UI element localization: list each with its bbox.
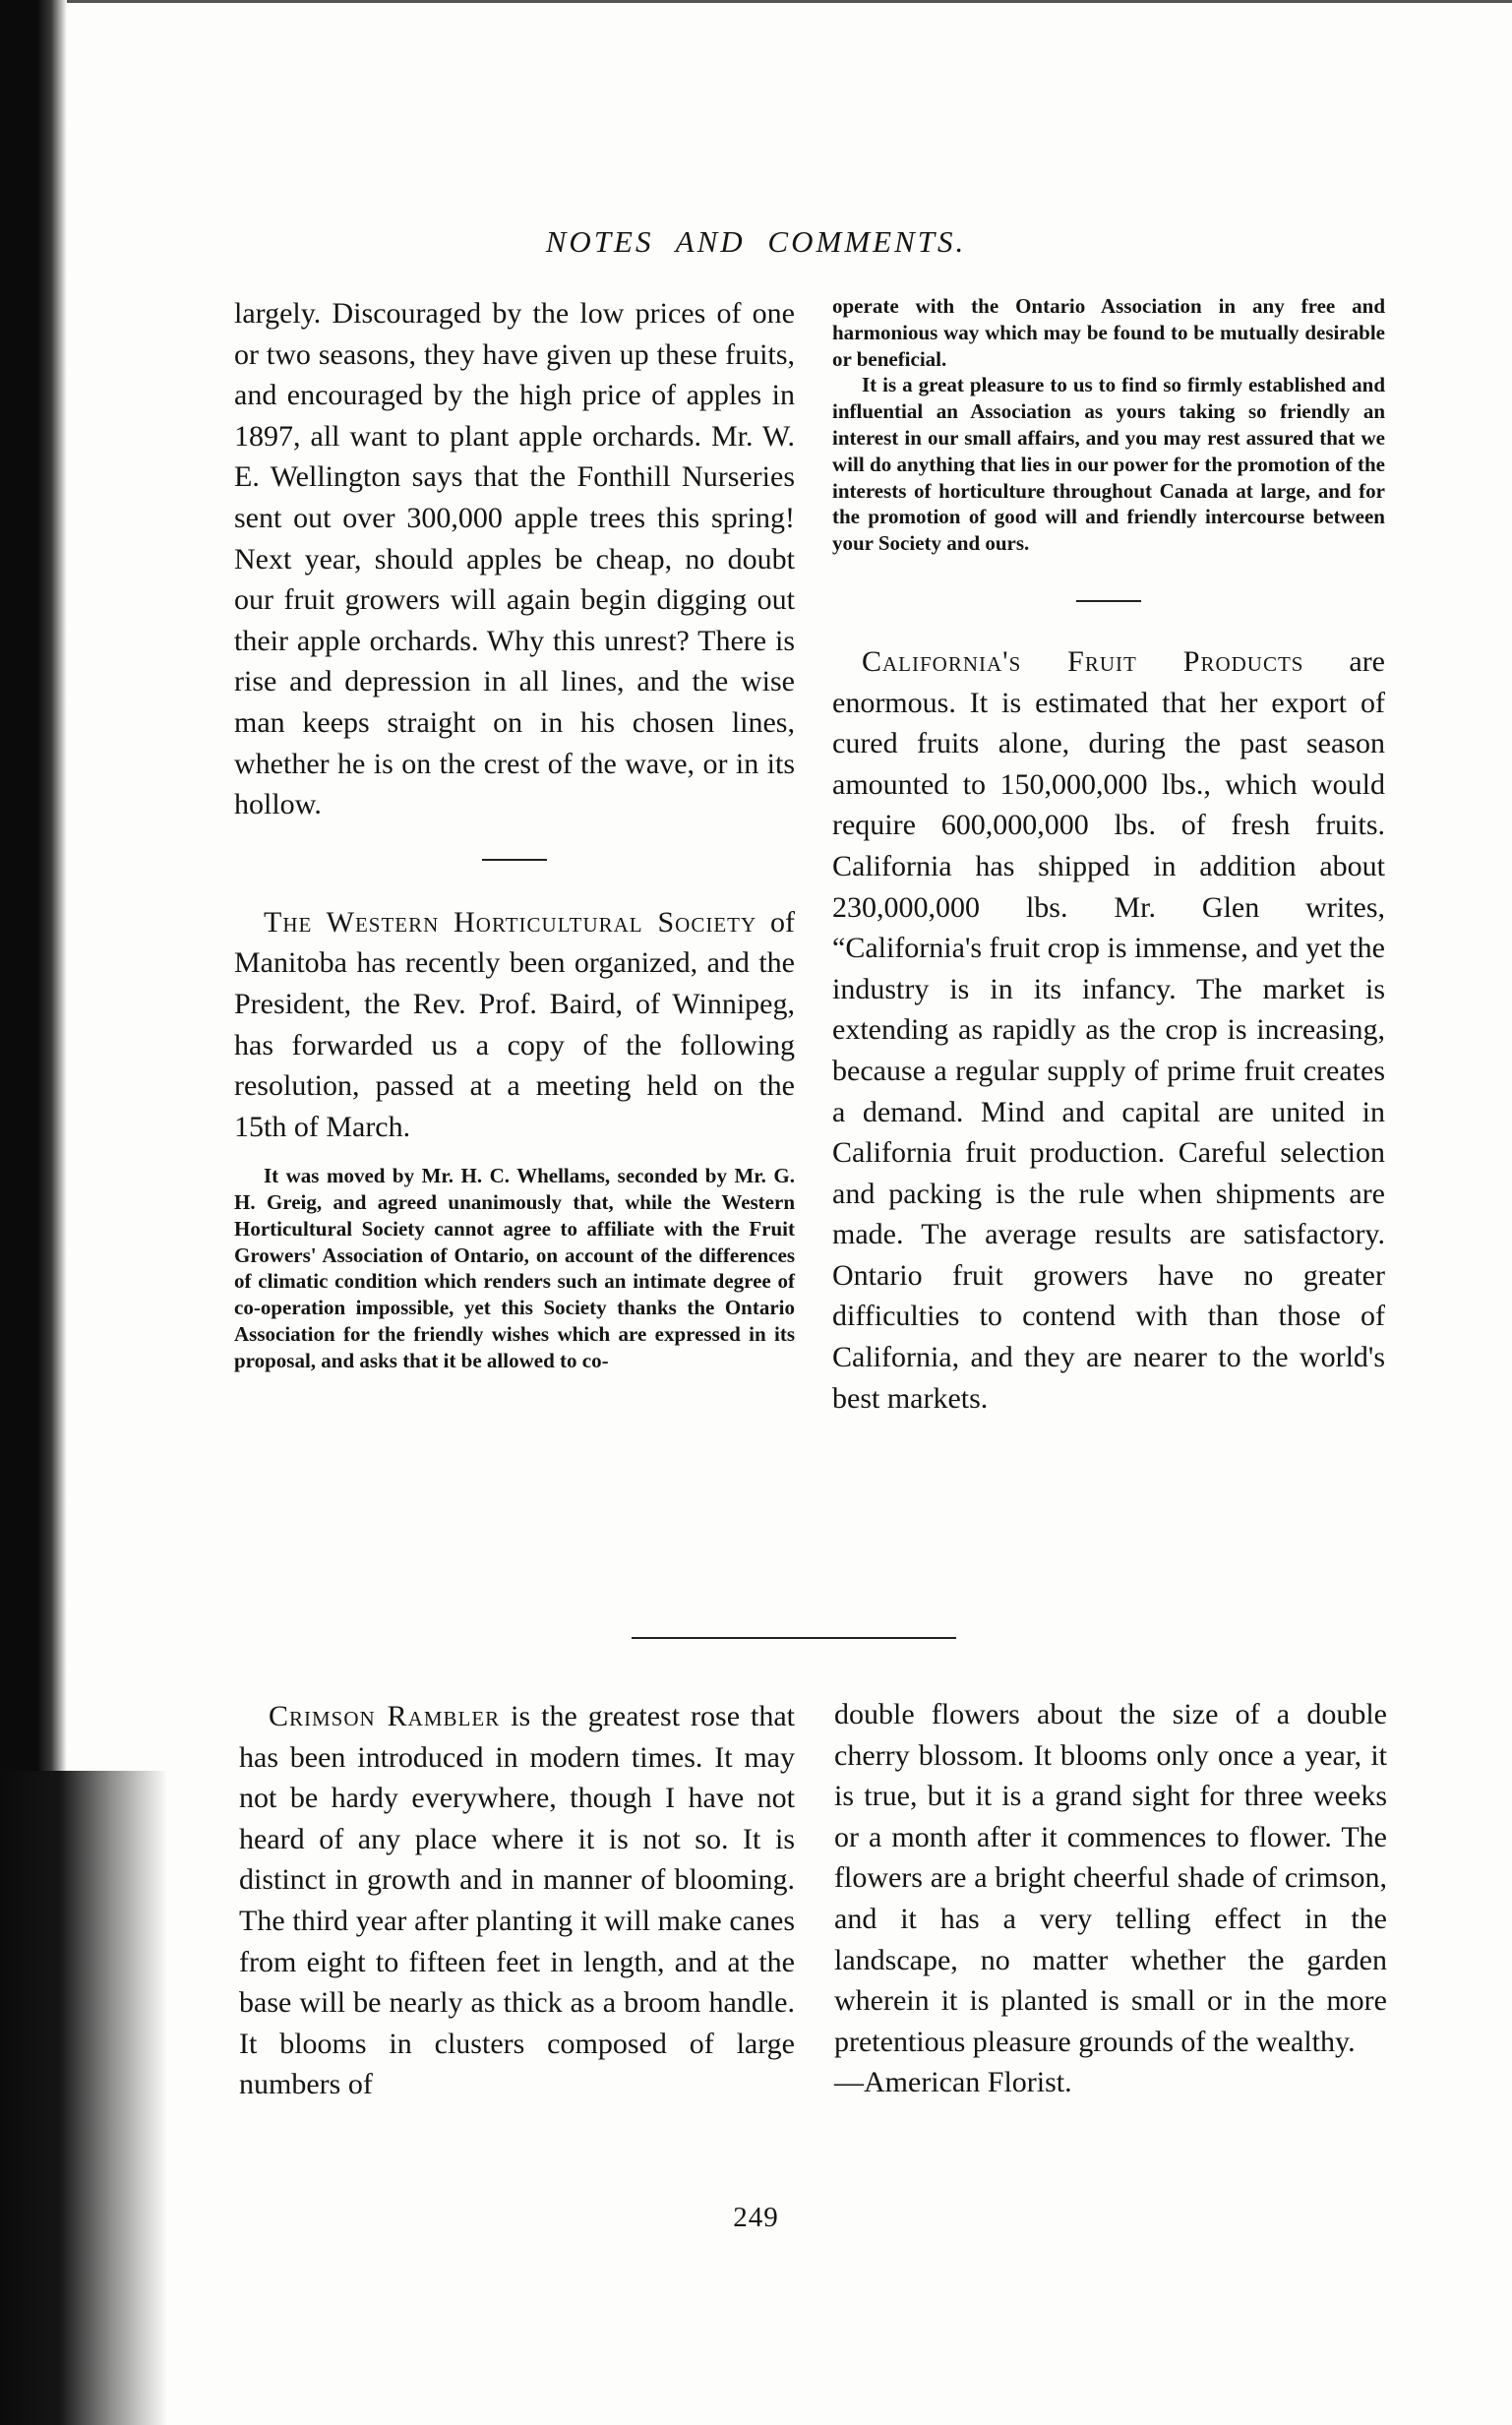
column-right-top	[832, 293, 1385, 1419]
resolution-quote: It was moved by Mr. H. C. Whellams, seconded by Mr. G. H. Greig, and agreed unanimously that, while the Western Horticultural Society cannot agree to affiliate with the Fruit Growers' Association of Ontario, on account of the differences of climatic condition which renders such an intimate degree of co-operation impossible, yet this Society thanks the Ontario Association for the friendly wishes which are expressed in its proposal, and asks that it be allowed to co-	[234, 1164, 795, 1372]
column-left-bottom	[239, 1696, 795, 2105]
section-divider	[1076, 600, 1141, 602]
mid-page-divider	[632, 1637, 956, 1639]
paragraph-apple-orchards: largely. Discouraged by the low prices of one or two seasons, they have given up these fruits, and encouraged by the high price of apples in 1897, all want to plant apple orchards. Mr. W. E. Wellington says that the Fonthill Nurseries sent out over 300,000 apple trees this spring! Next year, should apples be cheap, no doubt our fruit growers will again begin digging out their apple orchards. Why this unrest? There is rise and depression in all lines, and the wise man keeps straight on in his chosen lines, whether he is on the crest of the wave, or in its hollow.	[234, 297, 795, 821]
page-number: 249	[733, 2202, 779, 2233]
section-heading-crimson-rambler: Crimson Rambler	[269, 1700, 501, 1732]
section-divider	[482, 859, 547, 861]
paragraph-crimson-rambler	[239, 1696, 795, 2105]
crimson-rambler-text: is the greatest rose that has been introduced in modern times. It may not be hardy everywhere, though I have not heard of any place where it is not so. It is distinct in growth and in manner of blooming. The third year after planting it will make canes from eight to fifteen feet in length, and at the base will be nearly as thick as a broom handle. It blooms in clusters composed of large numbers of	[239, 1700, 795, 2101]
california-text: are enormous. It is estimated that her export of cured fruits alone, during the past season amounted to 150,000,000 lbs., which would require 600,000,000 lbs. of fresh fruits. California has shipped in addition about 230,000,000 lbs. Mr. Glen writes, “California's fruit crop is immense, and yet the industry is in its infancy. The market is extending as rapidly as the crop is increasing, because a regular supply of prime fruit creates a demand. Mind and capital are united in California fruit production. Careful selection and packing is the rule when shipments are made. The average results are satisfactory. Ontario fruit growers have no greater difficulties to contend with than those of California, and they are nearer to the world's best markets.	[832, 644, 1386, 1415]
column-left-top	[234, 293, 795, 1374]
page-top-edge	[67, 0, 1512, 3]
resolution-quote-continued: operate with the Ontario Association in any free and harmonious way which may be found to be mutually desirable or beneficial.	[832, 294, 1385, 371]
attribution: —American Florist.	[834, 2066, 1072, 2099]
column-right-bottom	[834, 1694, 1387, 2103]
paragraph-western-society	[234, 902, 795, 1148]
section-heading-western-society: The Western Horticultural Society	[264, 905, 757, 939]
page-edge-shadow	[0, 1771, 167, 2425]
section-heading-california: California's Fruit Products	[862, 644, 1304, 678]
paragraph-crimson-rambler-continued: double flowers about the size of a double cherry blossom. It blooms only once a year, it is true, but it is a grand sight for three weeks or a month after it commences to flower. The flowers are a bright cheerful shade of crimson, and it has a very telling effect in the landscape, no matter whether the garden wherein it is planted is small or in the more pretentious pleasure grounds of the wealthy.	[834, 1698, 1387, 2058]
western-society-text: of Manitoba has recently been organized, and the President, the Rev. Prof. Baird, of Winnipeg, has forwarded us a copy of the following resolution, passed at a meeting held on the 15th of March.	[234, 905, 795, 1143]
paragraph-california	[832, 641, 1385, 1419]
running-head: NOTES AND COMMENTS.	[545, 224, 967, 259]
letter-paragraph: It is a great pleasure to us to find so firmly established and influential an Association as yours taking so friendly an interest in our small affairs, and you may rest assured that we will do anything that lies in our power for the promotion of the interests of horticulture throughout Canada at large, and for the promotion of good will and friendly intercourse between your Society and ours.	[832, 373, 1385, 556]
